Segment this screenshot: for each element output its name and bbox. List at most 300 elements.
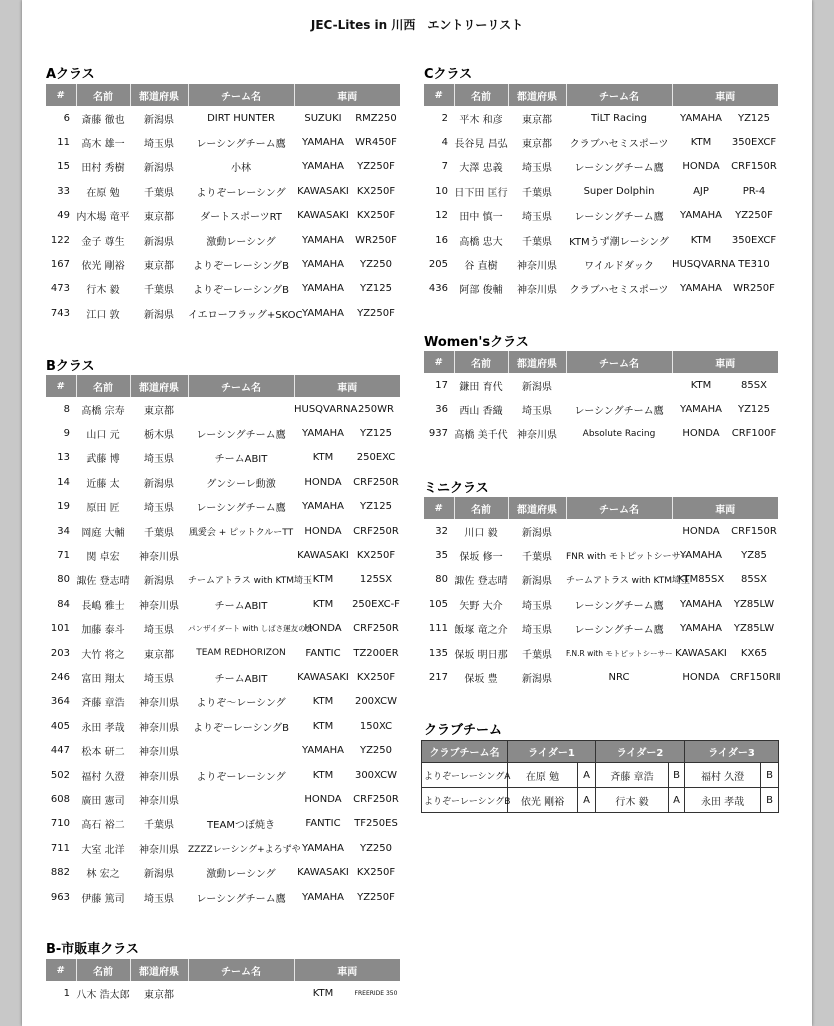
entry-model: YZ125 xyxy=(359,501,393,513)
entry-number: 11 xyxy=(57,137,70,149)
entry-team xyxy=(566,519,672,543)
entry-model: YZ250F xyxy=(735,210,773,222)
entry-team xyxy=(188,397,294,421)
header-vehicle: 車両 xyxy=(294,375,400,397)
club-rider-name: 永田 孝哉 xyxy=(685,788,761,813)
entry-prefecture: 新潟県 xyxy=(522,527,552,539)
entry-row xyxy=(46,981,400,1005)
header-team: チーム名 xyxy=(566,497,672,519)
entry-row xyxy=(46,665,400,689)
entry-row xyxy=(424,204,778,228)
entry-number: 6 xyxy=(63,112,70,124)
entry-number: 80 xyxy=(435,574,448,586)
entry-team: チームABIT xyxy=(214,673,268,685)
entry-maker: YAMAHA xyxy=(301,283,344,295)
entry-maker: KAWASAKI xyxy=(675,647,727,659)
entry-maker: YAMAHA xyxy=(301,234,344,246)
entry-row xyxy=(46,763,400,787)
entry-row xyxy=(424,106,778,130)
entry-name: 関 卓宏 xyxy=(86,552,120,564)
entry-team: Super Dolphin xyxy=(583,185,655,197)
entry-number: 8 xyxy=(63,403,70,415)
entry-name: 斉藤 章浩 xyxy=(81,698,125,710)
entry-model: KX65 xyxy=(740,647,768,659)
entry-model: 85SX xyxy=(741,379,767,391)
entry-model: CRF150R xyxy=(731,161,777,173)
entry-prefecture: 神奈川県 xyxy=(139,747,179,759)
header-name: 名前 xyxy=(76,84,130,106)
entry-prefecture: 新潟県 xyxy=(522,381,552,393)
entry-name: 松本 研二 xyxy=(81,747,125,759)
entry-prefecture: 埼玉県 xyxy=(522,212,552,224)
entry-team xyxy=(188,738,294,762)
header-name: 名前 xyxy=(454,497,508,519)
entry-row xyxy=(46,641,400,665)
document-title: JEC-Lites in 川西 エントリーリスト xyxy=(310,18,524,32)
entry-row xyxy=(46,714,400,738)
entry-prefecture: 埼玉県 xyxy=(144,893,174,905)
header-number: # xyxy=(424,497,454,519)
entry-number: 15 xyxy=(57,161,70,173)
table-header xyxy=(46,959,400,981)
entry-maker: FANTIC xyxy=(305,647,341,659)
entry-prefecture: 東京都 xyxy=(144,212,174,224)
entry-team: FNR with モトピットシーサー xyxy=(566,552,690,563)
entry-name: 阿部 俊輔 xyxy=(459,285,503,297)
header-name: 名前 xyxy=(454,351,508,373)
entry-model: TE310 xyxy=(738,259,770,271)
entry-model: KX250F xyxy=(356,210,396,222)
entry-number: 19 xyxy=(57,501,70,513)
entry-team: TEAMつぼ焼き xyxy=(207,820,275,832)
entry-prefecture: 千葉県 xyxy=(144,527,174,539)
entry-team: 激動レーシング xyxy=(206,869,276,881)
entry-number: 743 xyxy=(50,307,70,319)
entry-row xyxy=(424,252,778,276)
entry-row xyxy=(424,179,778,203)
entry-number: 111 xyxy=(428,623,448,635)
club-rider-class: A xyxy=(669,788,685,813)
entry-name: 永田 孝哉 xyxy=(81,722,125,734)
entry-model: KX250F xyxy=(356,671,396,683)
entry-team: レーシングチーム鷹 xyxy=(196,139,286,151)
entry-number: 205 xyxy=(428,259,448,271)
entry-maker: YAMAHA xyxy=(301,137,344,149)
entry-prefecture: 神奈川県 xyxy=(139,698,179,710)
entry-team: レーシングチーム鷹 xyxy=(196,430,286,442)
entry-maker: YAMAHA xyxy=(679,283,722,295)
entry-prefecture: 神奈川県 xyxy=(139,600,179,612)
entry-prefecture: 神奈川県 xyxy=(139,552,179,564)
entry-number: 16 xyxy=(435,234,448,246)
entry-number: 34 xyxy=(57,525,70,537)
header-team: チーム名 xyxy=(188,84,294,106)
entry-team: 小林 xyxy=(231,163,251,175)
entry-prefecture: 新潟県 xyxy=(144,576,174,588)
entry-prefecture: 東京都 xyxy=(522,114,552,126)
entry-table-mini xyxy=(424,497,781,690)
entry-maker: YAMAHA xyxy=(679,404,722,416)
entry-name: 斎藤 徹也 xyxy=(81,114,125,126)
entry-maker: HONDA xyxy=(304,623,342,635)
header-name: 名前 xyxy=(454,84,508,106)
entry-row xyxy=(424,617,778,641)
entry-number: 167 xyxy=(50,259,70,271)
entry-prefecture: 新潟県 xyxy=(144,114,174,126)
entry-model: CRF250R xyxy=(353,623,399,635)
club-team-header xyxy=(422,741,779,763)
entry-name: 諏佐 登志晴 xyxy=(454,576,508,588)
entry-table-womens xyxy=(424,351,778,446)
entry-name: 加藤 泰斗 xyxy=(81,625,125,637)
entry-name: 高石 裕二 xyxy=(81,820,125,832)
entry-name: 平木 和彦 xyxy=(459,114,503,126)
entry-maker: HUSQVARNA xyxy=(672,259,736,271)
entry-team: グンシーレ動激 xyxy=(206,478,276,490)
entry-row xyxy=(46,277,400,301)
entry-team: Absolute Racing xyxy=(582,428,656,439)
club-header-rider1: ライダー1 xyxy=(508,741,596,763)
entry-row xyxy=(424,568,778,592)
entry-prefecture: 東京都 xyxy=(144,405,174,417)
entry-name: 富田 翔太 xyxy=(81,673,125,685)
entry-number: 963 xyxy=(50,891,70,903)
entry-name: 原田 匠 xyxy=(86,503,120,515)
entry-name: 高木 雄一 xyxy=(81,139,125,151)
entry-team xyxy=(188,543,294,567)
entry-number: 14 xyxy=(57,476,70,488)
entry-maker: YAMAHA xyxy=(301,161,344,173)
header-team: チーム名 xyxy=(188,375,294,397)
entry-maker: KTM85SX xyxy=(677,574,725,586)
club-rider-name: 在原 勉 xyxy=(508,763,578,788)
entry-name: 諏佐 登志晴 xyxy=(76,576,130,588)
entry-team: DIRT HUNTER xyxy=(207,112,275,124)
entry-maker: YAMAHA xyxy=(301,259,344,271)
entry-row xyxy=(46,397,400,421)
entry-model: 150XC xyxy=(359,720,393,732)
entry-name: 田中 慎一 xyxy=(459,212,503,224)
entry-prefecture: 東京都 xyxy=(144,261,174,273)
entry-name: 川口 毅 xyxy=(464,527,498,539)
entry-prefecture: 東京都 xyxy=(522,139,552,151)
entry-row xyxy=(424,277,778,301)
entry-maker: YAMAHA xyxy=(679,112,722,124)
entry-prefecture: 千葉県 xyxy=(522,649,552,661)
entry-maker: KAWASAKI xyxy=(297,867,349,879)
entry-model: CRF100F xyxy=(731,428,777,440)
entry-model: YZ85LW xyxy=(733,623,775,635)
entry-team: イエローフラッグ+SKOC xyxy=(188,309,303,321)
entry-number: 7 xyxy=(441,161,448,173)
entry-maker: YAMAHA xyxy=(679,598,722,610)
header-vehicle: 車両 xyxy=(672,497,778,519)
entry-team: よりぞーレーシング xyxy=(196,771,286,783)
entry-maker: YAMAHA xyxy=(679,210,722,222)
entry-model: YZ125 xyxy=(737,112,771,124)
header-team: チーム名 xyxy=(566,84,672,106)
entry-name: 八木 浩太郎 xyxy=(76,989,130,1001)
section-title-mini: ミニクラス xyxy=(424,481,489,496)
entry-number: 711 xyxy=(50,842,70,854)
section-title-club: クラブチーム xyxy=(424,723,503,738)
entry-prefecture: 神奈川県 xyxy=(139,722,179,734)
header-prefecture: 都道府県 xyxy=(130,375,188,397)
entry-team: レーシングチーム鷹 xyxy=(574,406,664,418)
entry-row xyxy=(46,617,400,641)
entry-prefecture: 新潟県 xyxy=(144,236,174,248)
entry-name: 大澤 忠義 xyxy=(459,163,503,175)
table-header xyxy=(46,84,400,106)
entry-prefecture: 埼玉県 xyxy=(522,625,552,637)
entry-maker: KAWASAKI xyxy=(297,185,349,197)
table-header xyxy=(424,497,778,519)
entry-number: 135 xyxy=(428,647,448,659)
entry-team: レーシングチーム鷹 xyxy=(574,600,664,612)
entry-prefecture: 千葉県 xyxy=(522,187,552,199)
table-header xyxy=(424,84,778,106)
entry-prefecture: 新潟県 xyxy=(522,674,552,686)
entry-model: YZ250 xyxy=(359,842,393,854)
entry-maker: YAMAHA xyxy=(301,428,344,440)
entry-maker: KAWASAKI xyxy=(297,671,349,683)
entry-model: CRF250R xyxy=(353,793,399,805)
entry-model: YZ250 xyxy=(359,745,393,757)
entry-model: 350EXCF xyxy=(731,234,777,246)
entry-model: 300XCW xyxy=(354,769,398,781)
entry-prefecture: 神奈川県 xyxy=(139,844,179,856)
entry-maker: YAMAHA xyxy=(301,745,344,757)
entry-name: 伊藤 篤司 xyxy=(81,893,125,905)
entry-prefecture: 千葉県 xyxy=(144,285,174,297)
entry-row xyxy=(424,543,778,567)
entry-model: YZ250F xyxy=(357,891,395,903)
entry-number: 937 xyxy=(428,428,448,440)
entry-number: 203 xyxy=(50,647,70,659)
entry-number: 101 xyxy=(50,623,70,635)
entry-prefecture: 埼玉県 xyxy=(144,625,174,637)
header-number: # xyxy=(424,84,454,106)
entry-row xyxy=(46,519,400,543)
entry-model: 250WR xyxy=(358,403,394,415)
entry-name: 谷 直樹 xyxy=(464,261,498,273)
entry-model: 250EXC-F xyxy=(352,598,400,610)
entry-prefecture: 千葉県 xyxy=(144,820,174,832)
entry-number: 84 xyxy=(57,598,70,610)
club-rider-class: B xyxy=(761,763,779,788)
entry-row xyxy=(46,446,400,470)
entry-row xyxy=(46,787,400,811)
header-name: 名前 xyxy=(76,959,130,981)
entry-model: KX250F xyxy=(356,867,396,879)
entry-table-a xyxy=(46,84,400,326)
entry-prefecture: 埼玉県 xyxy=(144,139,174,151)
header-team: チーム名 xyxy=(566,351,672,373)
entry-team: ZZZZレーシング+よろずや xyxy=(188,844,301,855)
entry-model: CRF150R xyxy=(731,525,777,537)
entry-name: 金子 尊生 xyxy=(81,236,125,248)
header-prefecture: 都道府県 xyxy=(508,497,566,519)
entry-model: RMZ250 xyxy=(355,112,397,124)
entry-row xyxy=(424,519,778,543)
entry-name: 西山 香織 xyxy=(459,406,503,418)
entry-team: チームアトラス with KTM埼玉 xyxy=(566,576,691,587)
header-prefecture: 都道府県 xyxy=(130,84,188,106)
header-prefecture: 都道府県 xyxy=(508,351,566,373)
table-header xyxy=(46,375,400,397)
entry-row xyxy=(46,568,400,592)
header-vehicle: 車両 xyxy=(294,959,400,981)
entry-maker: KTM xyxy=(312,574,334,586)
club-rider-class: B xyxy=(761,788,779,813)
entry-row xyxy=(46,228,400,252)
header-prefecture: 都道府県 xyxy=(508,84,566,106)
header-number: # xyxy=(46,959,76,981)
entry-maker: KTM xyxy=(312,987,334,999)
entry-name: 大室 北洋 xyxy=(81,844,125,856)
entry-prefecture: 新潟県 xyxy=(144,163,174,175)
entry-team: TEAM REDHORIZON xyxy=(196,648,286,659)
entry-model: YZ125 xyxy=(359,428,393,440)
club-team-row xyxy=(422,788,779,813)
entry-model: WR450F xyxy=(355,137,397,149)
entry-row xyxy=(424,130,778,154)
entry-model: PR-4 xyxy=(742,185,766,197)
entry-prefecture: 埼玉県 xyxy=(144,503,174,515)
entry-maker: HUSQVARNA xyxy=(294,403,358,415)
entry-maker: KTM xyxy=(312,696,334,708)
entry-model: CRF250R xyxy=(353,476,399,488)
entry-team: パンザイダート with しばさ運友の会 xyxy=(188,624,314,634)
entry-name: 矢野 大介 xyxy=(459,600,503,612)
header-prefecture: 都道府県 xyxy=(130,959,188,981)
entry-maker: YAMAHA xyxy=(301,891,344,903)
club-header-rider3: ライダー3 xyxy=(685,741,779,763)
entry-name: 山口 元 xyxy=(86,430,120,442)
entry-maker: HONDA xyxy=(682,525,720,537)
entry-name: 江口 敦 xyxy=(86,309,120,321)
entry-prefecture: 埼玉県 xyxy=(144,673,174,685)
entry-team: レーシングチーム鷹 xyxy=(196,503,286,515)
entry-maker: KTM xyxy=(690,379,712,391)
header-number: # xyxy=(46,375,76,397)
section-title-b: Bクラス xyxy=(46,359,95,374)
club-rider-class: A xyxy=(578,763,596,788)
club-team-table xyxy=(421,740,779,813)
entry-name: 武藤 博 xyxy=(86,454,120,466)
entry-prefecture: 神奈川県 xyxy=(139,795,179,807)
entry-number: 405 xyxy=(50,720,70,732)
entry-team: レーシングチーム鷹 xyxy=(196,893,286,905)
entry-team: NRC xyxy=(608,672,630,684)
entry-name: 近藤 太 xyxy=(86,478,120,490)
entry-model: 200XCW xyxy=(354,696,398,708)
entry-row xyxy=(46,179,400,203)
entry-model: YZ250 xyxy=(359,259,393,271)
entry-row xyxy=(46,204,400,228)
entry-number: 473 xyxy=(50,283,70,295)
entry-team: クラブハセミスポーツ xyxy=(569,139,669,151)
entry-row xyxy=(424,397,778,421)
entry-number: 246 xyxy=(50,671,70,683)
club-team-name: よりぞーレーシングA xyxy=(422,763,508,788)
section-title-b-ichihan: B-市販車クラス xyxy=(46,942,139,957)
entry-team: 激動レーシング xyxy=(206,236,276,248)
entry-row xyxy=(46,470,400,494)
entry-prefecture: 埼玉県 xyxy=(144,454,174,466)
entry-prefecture: 埼玉県 xyxy=(522,406,552,418)
entry-model: TZ200ER xyxy=(353,647,399,659)
entry-maker: HONDA xyxy=(682,428,720,440)
entry-table-c xyxy=(424,84,778,301)
entry-number: 49 xyxy=(57,210,70,222)
entry-number: 2 xyxy=(441,112,448,124)
entry-maker: YAMAHA xyxy=(301,842,344,854)
club-rider-class: A xyxy=(578,788,596,813)
entry-team: TiLT Racing xyxy=(591,112,647,124)
entry-name: 保坂 豊 xyxy=(464,674,498,686)
entry-model: YZ250F xyxy=(357,307,395,319)
club-rider-name: 行木 毅 xyxy=(596,788,669,813)
club-rider-name: 依光 剛裕 xyxy=(508,788,578,813)
entry-maker: KAWASAKI xyxy=(297,550,349,562)
entry-maker: HONDA xyxy=(682,161,720,173)
entry-prefecture: 埼玉県 xyxy=(522,600,552,612)
entry-name: 高橋 忠大 xyxy=(459,236,503,248)
header-name: 名前 xyxy=(76,375,130,397)
entry-prefecture: 神奈川県 xyxy=(517,285,557,297)
entry-number: 32 xyxy=(435,525,448,537)
entry-model: YZ85LW xyxy=(733,598,775,610)
entry-model: YZ125 xyxy=(359,283,393,295)
entry-row xyxy=(46,495,400,519)
entry-number: 122 xyxy=(50,234,70,246)
entry-number: 12 xyxy=(435,210,448,222)
entry-name: 福村 久澄 xyxy=(81,771,125,783)
entry-maker: AJP xyxy=(693,185,709,197)
entry-row xyxy=(46,155,400,179)
entry-team: レーシングチーム鷹 xyxy=(574,625,664,637)
entry-team: よりぞーレーシングB xyxy=(192,722,289,734)
entry-number: 502 xyxy=(50,769,70,781)
table-header xyxy=(424,351,778,373)
entry-number: 710 xyxy=(50,818,70,830)
entry-name: 長嶋 雅士 xyxy=(81,600,125,612)
header-number: # xyxy=(46,84,76,106)
entry-row xyxy=(46,690,400,714)
entry-model: 85SX xyxy=(741,574,767,586)
entry-row xyxy=(46,885,400,909)
entry-maker: HONDA xyxy=(304,476,342,488)
entry-number: 217 xyxy=(428,672,448,684)
entry-row xyxy=(46,860,400,884)
entry-maker: YAMAHA xyxy=(301,307,344,319)
entry-prefecture: 千葉県 xyxy=(522,236,552,248)
entry-maker: HONDA xyxy=(682,672,720,684)
entry-model: KX250F xyxy=(356,550,396,562)
entry-name: 鎌田 育代 xyxy=(459,381,503,393)
entry-team: よりぞーレーシングB xyxy=(192,285,289,297)
entry-model: FREERIDE 350 xyxy=(354,989,398,997)
entry-maker: HONDA xyxy=(304,793,342,805)
entry-team: チームABIT xyxy=(214,600,268,612)
section-title-a: Aクラス xyxy=(46,67,95,82)
entry-name: 長谷見 昌弘 xyxy=(454,139,508,151)
club-rider-name: 福村 久澄 xyxy=(685,763,761,788)
entry-maker: FANTIC xyxy=(305,818,341,830)
entry-model: KX250F xyxy=(356,185,396,197)
entry-name: 廣田 憲司 xyxy=(81,795,125,807)
